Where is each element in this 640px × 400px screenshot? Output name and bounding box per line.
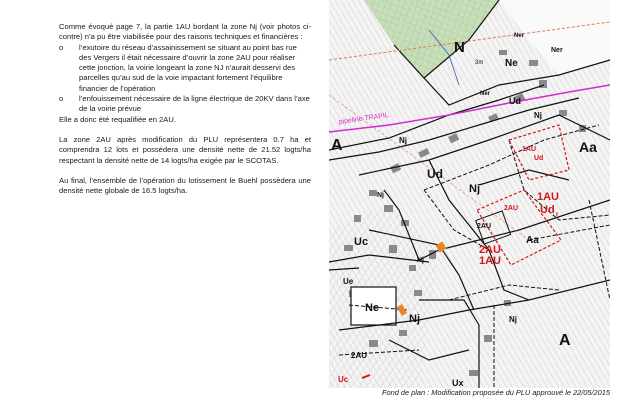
zone-label: Ner <box>551 47 563 54</box>
zoning-map-svg <box>329 0 610 388</box>
zone-label: Ud <box>427 167 443 181</box>
zone-label: A <box>331 137 343 154</box>
bullet-mark: o <box>59 94 64 104</box>
red-zone-label: 1AU <box>479 255 502 267</box>
zone-label: Nj <box>534 111 542 120</box>
zone-label: Nj <box>377 192 384 199</box>
red-zone-label: 1AU <box>537 191 560 203</box>
zone-label: N <box>454 39 465 56</box>
conclusion-line: Elle a donc été requalifiée en 2AU. <box>59 114 176 124</box>
zone-label: Ue <box>343 277 354 286</box>
zone-label: Ner <box>514 33 525 39</box>
zone-label: Ne <box>365 302 380 314</box>
zone-label: 2AU <box>477 223 492 230</box>
zone-label: Ner <box>480 91 491 97</box>
zone-label: 2AU <box>351 351 368 360</box>
bullet-item <box>59 43 311 94</box>
bullet-item <box>59 94 311 115</box>
red-zone-label: Ud <box>540 204 555 216</box>
red-zone-sub: r <box>556 212 559 218</box>
scale-text: 3m <box>475 60 484 66</box>
bullet-text: l’enfouissement nécessaire de la ligne électrique de 20KV dans l’axe de la voirie prévue <box>79 94 310 114</box>
red-zone-label: 1AU <box>522 146 537 153</box>
zone-label: Aa <box>579 139 597 155</box>
red-zone-label: Ud <box>534 155 544 162</box>
zone-label: Nj <box>509 315 517 324</box>
body-text <box>59 22 311 196</box>
intro-paragraph: Comme évoqué page 7, la partie 1AU bordant la zone Nj (voir photos ci-contre) n’a pu être viabilisée pour des raisons techniques et financières : <box>59 22 311 42</box>
zone-label: A <box>559 332 571 349</box>
zone-label: Nj <box>399 136 407 145</box>
red-zone-label: 2AU <box>479 244 502 256</box>
zone-label: Nj <box>469 183 480 195</box>
bullet-text: l’exutoire du réseau d’assainissement se situant au point bas rue des Vergers il était nécessaire d’ouvrir la zone 2AU pour réaliser cette jonction, la voirie longeant la zone NJ n’aurait desservi des parcelles qu’au sud de la voie impactant fortement l’équilibre financier de l’opération <box>79 42 297 93</box>
zoning-map <box>329 0 610 388</box>
zone-label: Aa <box>526 235 539 246</box>
zone-label: Ux <box>452 378 464 388</box>
zone-label: Ud <box>509 96 521 106</box>
pipeline-label: pipeline TRAPIL <box>338 112 390 126</box>
zone-label: Ne <box>505 58 518 69</box>
map-caption: Fond de plan : Modification proposée du PLU approuvé le 22/05/2015 <box>381 388 610 397</box>
zone-label: Uc <box>338 375 349 384</box>
final-paragraph: Au final, l’ensemble de l’opération du lotissement le Buehl possèdera une densité nette globale de 16.5 logts/ha. <box>59 175 311 196</box>
red-zone-label: 2AU <box>504 205 519 212</box>
zone-label: Uc <box>354 236 369 248</box>
zone-label: Nj <box>417 257 424 264</box>
density-paragraph: La zone 2AU après modification du PLU représentera 0.7 ha et comprendra 12 lots et possédera une densité nette de 21.52 logts/ha respectant la densité nette de 14 logts/ha exigée par le SCOTAS. <box>59 134 311 165</box>
bullet-mark: o <box>59 42 64 52</box>
zone-label: Nj <box>409 313 420 325</box>
